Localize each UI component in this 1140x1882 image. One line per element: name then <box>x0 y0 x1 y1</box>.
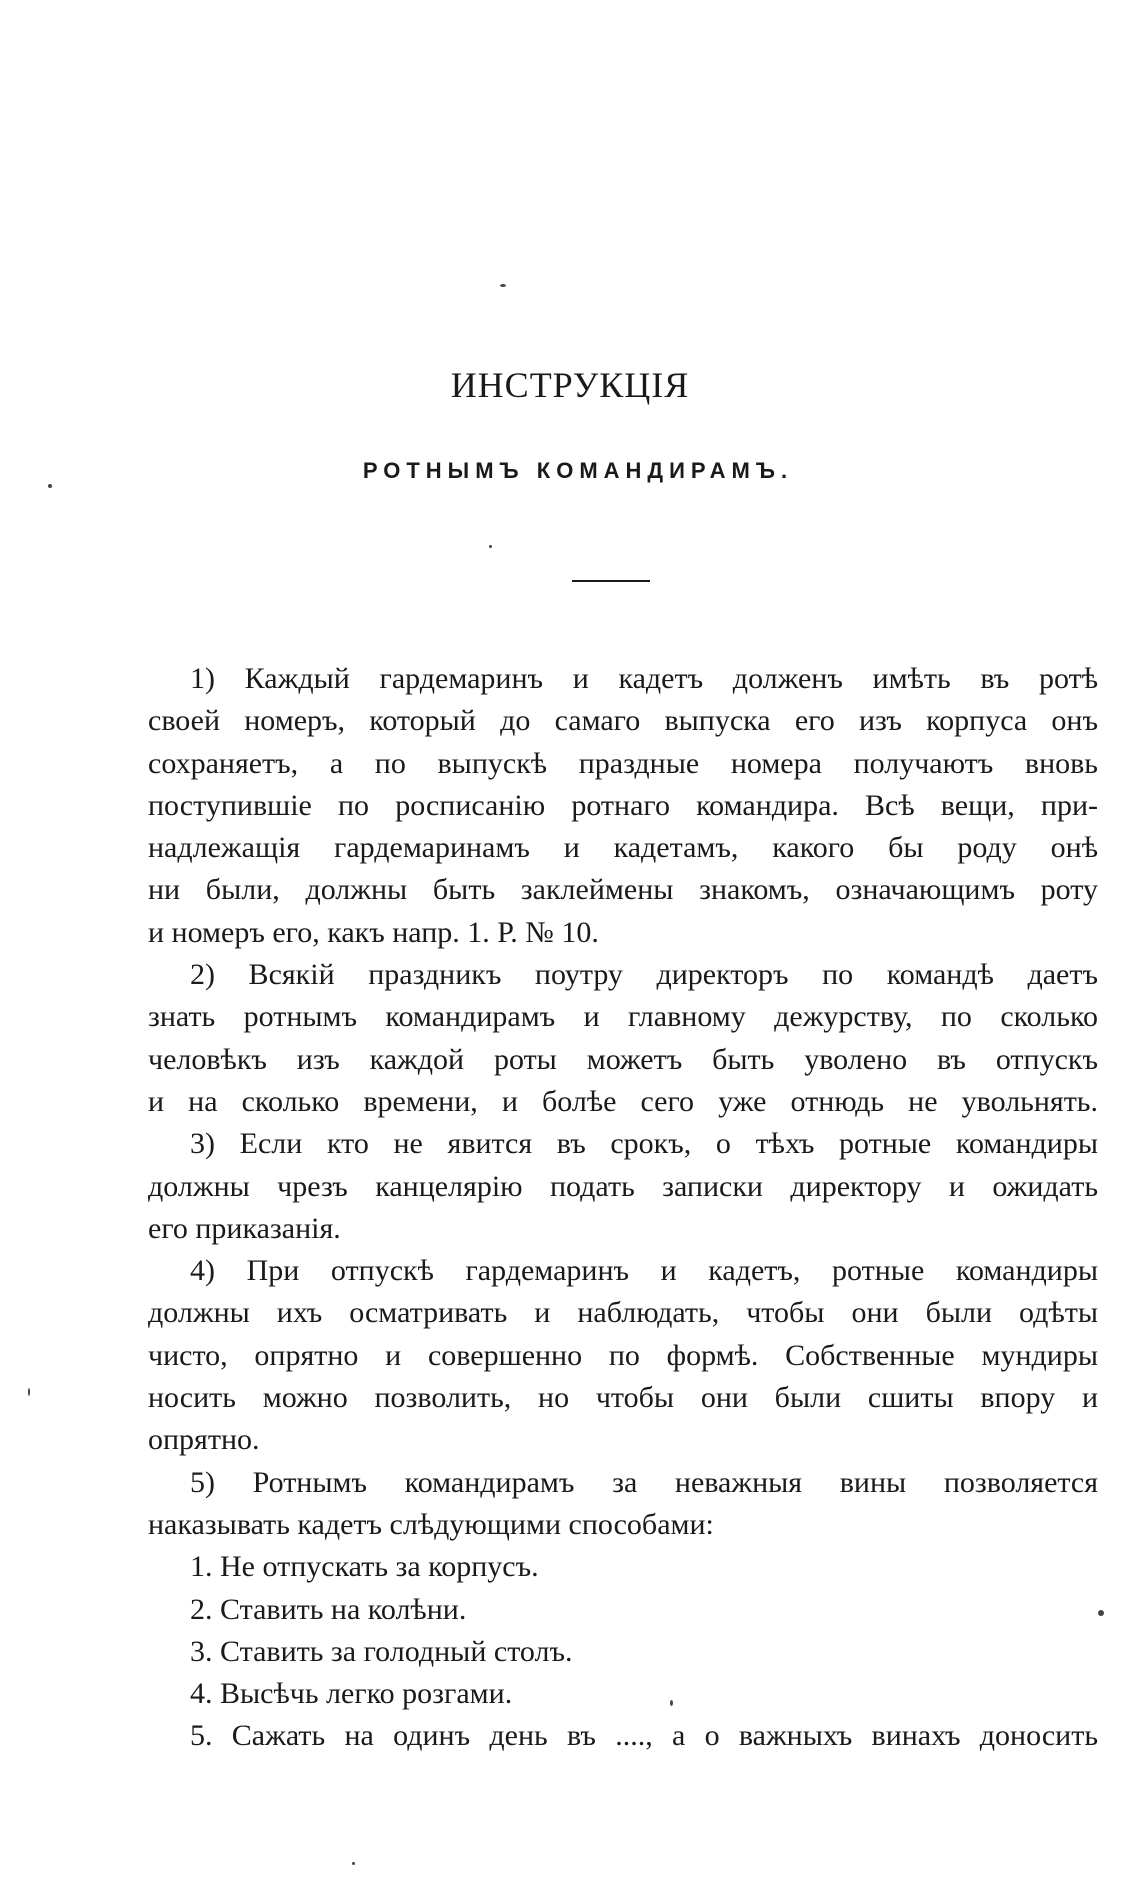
paragraph-line: 1) Каждый гардемаринъ и кадетъ долженъ имѣть въ ротѣ <box>190 662 1098 695</box>
list-item: 1. Не отпускать за корпусъ. <box>190 1550 539 1584</box>
paragraph-line: носить можно позволить, но чтобы они были сшиты впору и <box>148 1381 1098 1415</box>
paragraph-line: 2) Всякій праздникъ поутру директоръ по командѣ даетъ <box>190 958 1098 992</box>
paragraph-line: наказывать кадетъ слѣдующими способами: <box>148 1507 714 1541</box>
paragraph-line: ни были, должны быть заклеймены знакомъ, означающимъ роту <box>148 873 1098 907</box>
paragraph-line: человѣкъ изъ каждой роты можетъ быть уволено въ отпускъ <box>148 1042 1098 1076</box>
paragraph-line: и на сколько времени, и болѣе сего уже отнюдь не увольнять. <box>148 1084 1098 1118</box>
list-item: 3. Ставить за голодный столъ. <box>190 1634 573 1668</box>
list-item: 2. Ставить на колѣни. <box>190 1592 467 1626</box>
paragraph-line: надлежащія гардемаринамъ и кадетамъ, какого бы роду онѣ <box>148 831 1098 865</box>
paragraph-line: 5) Ротнымъ командирамъ за неважныя вины позволяется <box>190 1465 1098 1499</box>
paragraph-line: знать ротнымъ командирамъ и главному дежурству, по сколько <box>148 1000 1098 1034</box>
list-item: 4. Высѣчь легко розгами. <box>190 1677 513 1711</box>
paragraph-line: 3) Если кто не явится въ срокъ, о тѣхъ ротные командиры <box>190 1127 1098 1161</box>
list-item: 5. Сажать на одинъ день въ ...., а о важныхъ винахъ доносить <box>190 1719 1098 1753</box>
paragraph-line: должны ихъ осматривать и наблюдать, чтобы они были одѣты <box>148 1296 1098 1330</box>
paragraph-1 <box>148 658 1098 954</box>
document-subtitle: РОТНЫМЪ КОМАНДИРАМЪ. <box>362 458 794 483</box>
paragraph-5 <box>148 1462 1098 1547</box>
paragraph-line: сохраняетъ, а по выпускѣ праздные номера получаютъ вновь <box>148 746 1098 780</box>
document-title: ИНСТРУКЦІЯ <box>450 365 690 405</box>
paragraph-line: чисто, опрятно и совершенно по формѣ. Собственные мундиры <box>148 1338 1098 1372</box>
paragraph-line: и номеръ его, какъ напр. 1. Р. № 10. <box>148 915 599 949</box>
paragraph-3 <box>148 1123 1098 1250</box>
speck-mark <box>352 1862 355 1865</box>
punishment-list <box>148 1546 1098 1757</box>
paragraph-line: должны чрезъ канцелярію подать записки директору и ожидать <box>148 1169 1098 1203</box>
paragraph-line: опрятно. <box>148 1423 260 1457</box>
paragraph-2 <box>148 954 1098 1123</box>
paragraph-line: его приказанія. <box>148 1211 341 1245</box>
paragraph-4 <box>148 1250 1098 1461</box>
document-body <box>148 658 1098 1758</box>
speck-mark <box>48 484 52 488</box>
speck-mark <box>28 1388 30 1396</box>
paragraph-line: 4) При отпускѣ гардемаринъ и кадетъ, ротные командиры <box>190 1254 1098 1288</box>
paragraph-line: своей номеръ, который до самаго выпуска его изъ корпуса онъ <box>148 704 1098 738</box>
speck-mark <box>1098 1610 1104 1616</box>
speck-mark <box>500 284 506 287</box>
paragraph-line: поступившіе по росписанію ротнаго командира. Всѣ вещи, при- <box>148 788 1098 822</box>
speck-mark <box>489 545 492 548</box>
title-divider <box>572 580 650 582</box>
